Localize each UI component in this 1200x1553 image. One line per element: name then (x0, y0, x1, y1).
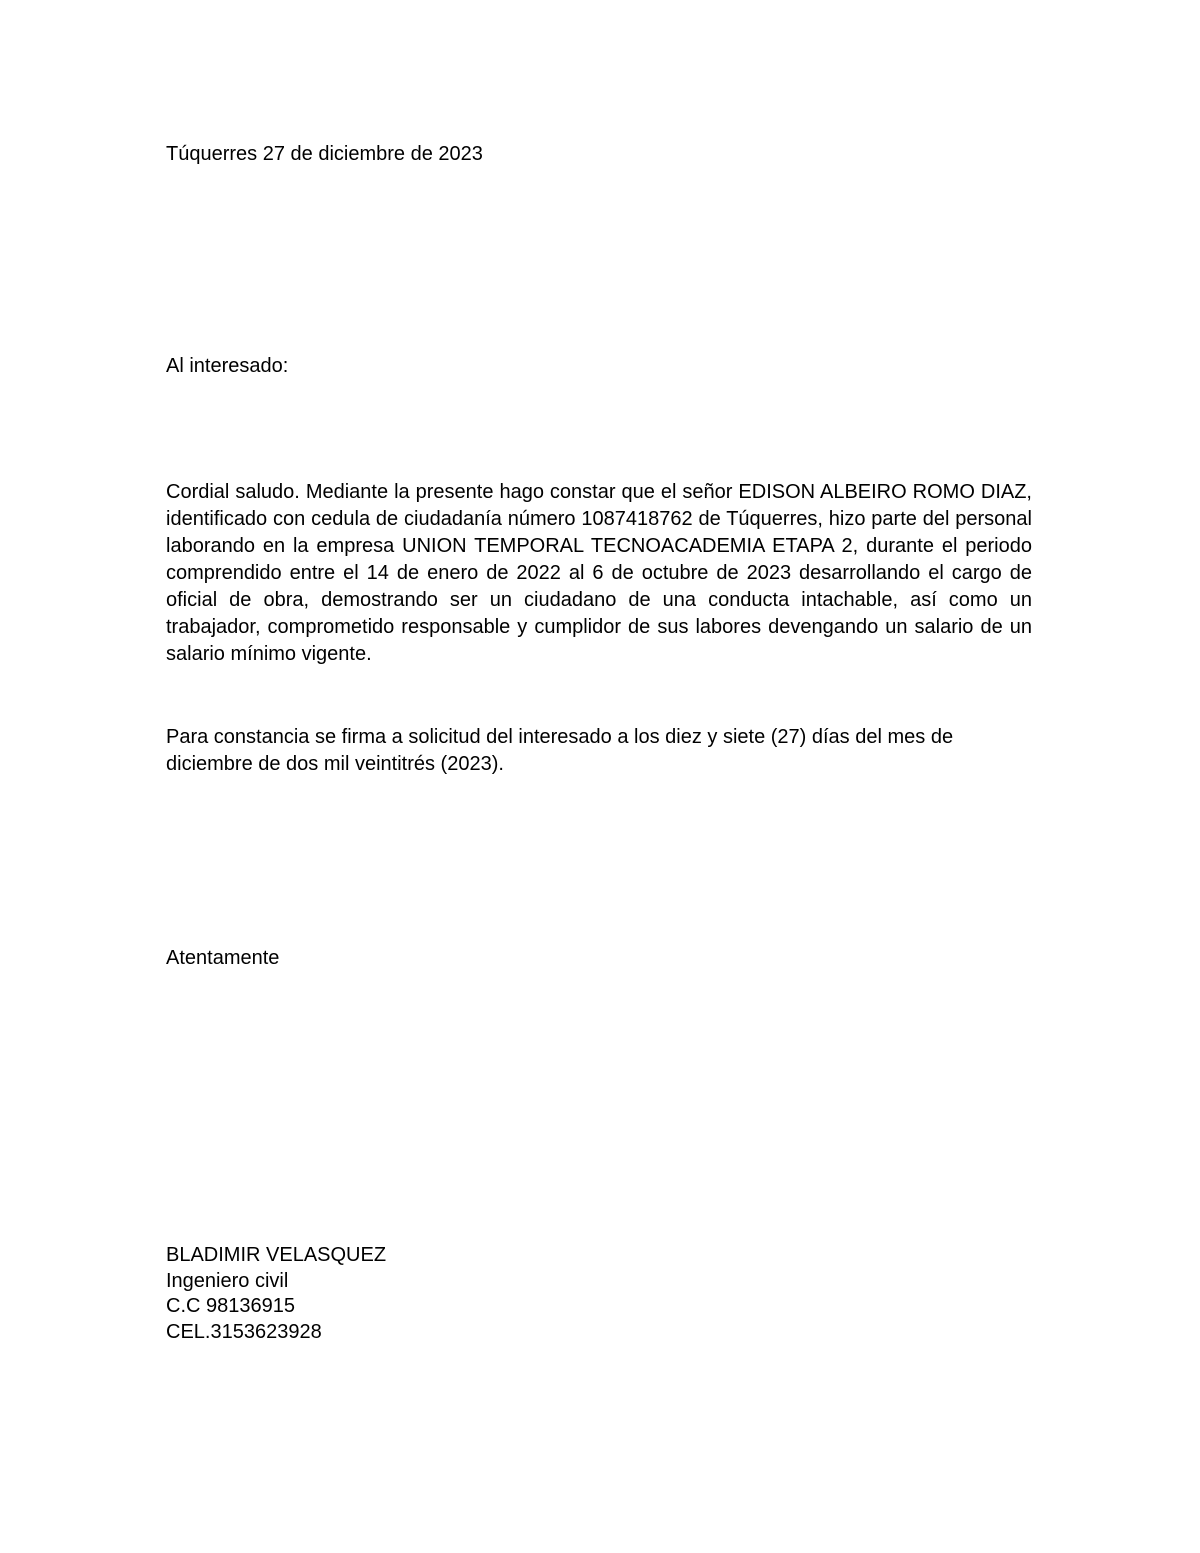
sign-off: Atentamente (166, 947, 280, 969)
signature-block (166, 1243, 386, 1345)
signer-name: BLADIMIR VELASQUEZ (166, 1244, 387, 1266)
greeting: Al interesado: (166, 355, 289, 377)
date-line: Túquerres 27 de diciembre de 2023 (166, 143, 483, 165)
signer-title: Ingeniero civil (166, 1269, 289, 1292)
signer-phone: CEL.3153623928 (166, 1320, 322, 1343)
closing-paragraph: Para constancia se firma a solicitud del interesado a los diez y siete (27) días del mes de diciembre de dos mil veintitrés (2023). (166, 726, 954, 775)
body-paragraph: Cordial saludo. Mediante la presente hago constar que el señor EDISON ALBEIRO ROMO DIAZ, identificado con cedula de ciudadanía número 1087418762 de Túquerres, hizo parte del personal laborando en la empresa UNION TEMPORAL TECNOACADEMIA ETAPA 2, durante el periodo comprendido entre el 14 de enero de 2022 al 6 de octubre de 2023 desarrollando el cargo de oficial de obra, demostrando ser un ciudadano de una conducta intachable, así como un trabajador, comprometido responsable y cumplidor de sus labores devengando un salario de un salario mínimo vigente. (166, 481, 1032, 665)
signer-id-number: C.C 98136915 (166, 1295, 295, 1317)
